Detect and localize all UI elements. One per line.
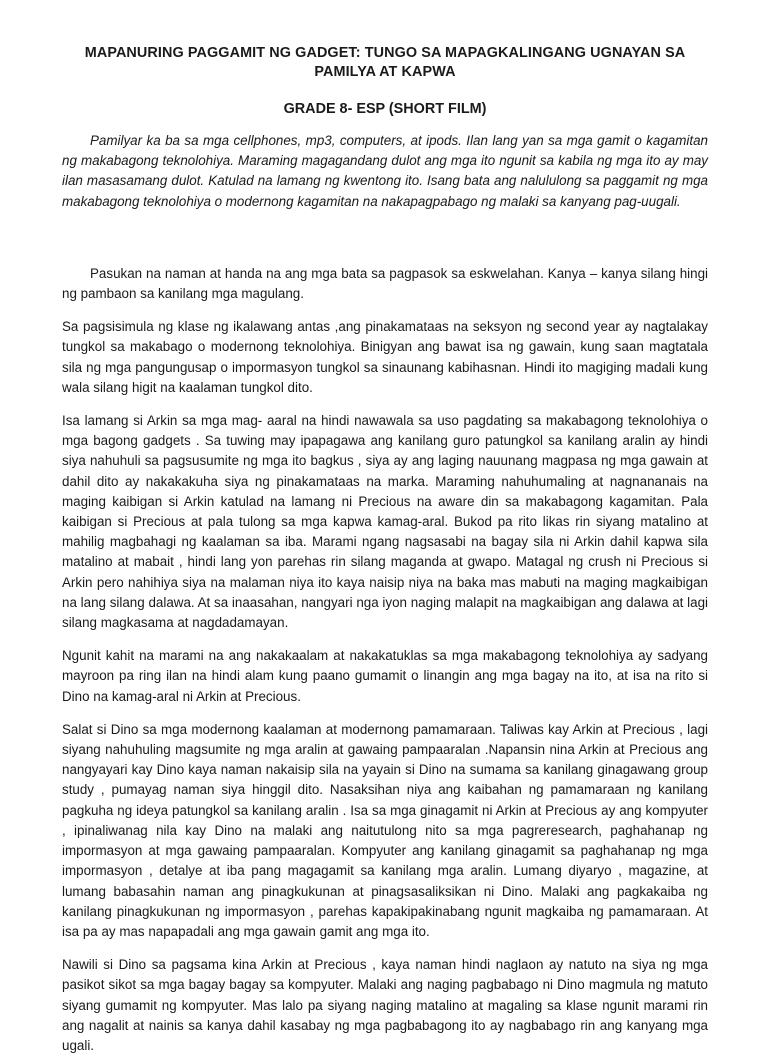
body-paragraph: Sa pagsisimula ng klase ng ikalawang antas ,ang pinakamataas na seksyon ng second year ay nagtalakay tungkol sa makabago o modernong teknolohiya. Binigyan ang bawat isa ng gawain, kung saan magtatala sila ng mga pangungusap o impormasyon tungkol sa sinaunang kabihasnan. Hindi ito magiging madali kung wala silang higit na kaalaman tungkol dito.	[62, 319, 708, 395]
body-paragraph: Isa lamang si Arkin sa mga mag- aaral na hindi nawawala sa uso pagdating sa makabagong teknolohiya o mga bagong gadgets . Sa tuwing may ipapagawa ang kanilang guro patungkol sa kanilang aralin ay hindi siya nahuhuli sa pagsusumite ng mga ito bagkus , siya ay ang laging nauunang magpasa ng mga gawain at dahil dito ay nakakakuha siya ng pinakamataas na marka. Maraming nahuhumaling at nagnananais na maging kaibigan si Arkin katulad na lamang ni Precious na aware din sa makabagong kagamitan. Pala kaibigan si Precious at pala tulong sa mga kapwa kamag-aral. Bukod pa rito likas rin siyang matalino at mahilig magbahagi ng kaalaman sa iba. Marami ngang nagsasabi na bagay sila ni Arkin dahil kapwa sila matalino at mabait , hindi lang yon parehas rin silang maganda at gwapo. Matagal ng crush ni Precious si Arkin pero nahihiya siya na malaman niya ito kaya naisip niya na baka mas mabuti na maging magkaibigan na lang silang dalawa. At sa inaasahan, nangyari nga iyon naging malapit na magkaibigan ang dalawa at lagi silang magkasama at nagdadamayan.	[62, 413, 708, 631]
document-page	[62, 44, 708, 1056]
body-paragraph: Salat si Dino sa mga modernong kaalaman at modernong pamamaraan. Taliwas kay Arkin at Precious , lagi siyang nahuhuling magsumite ng mga aralin at gawaing pampaaralan .Napansin nina Arkin at Precious ang nangyayari kay Dino kaya naman nakaisip sila na yayain si Dino na sumama sa kanilang ginagawang group study , pumayag naman siya hinggil dito. Nasaksihan niya ang kaibahan ng pamamaraan ng kanilang pagkuha ng ideya patungkol sa kanilang aralin . Isa sa mga ginagamit ni Arkin at Precious ay ang kompyuter , ipinaliwanag nila kay Dino na malaki ang naitutulong nito sa mga pagreresearch, paghahanap ng impormasyon at mga gawaing pampaaralan. Kompyuter ang kanilang ginagamit sa paghahanap ng mga impormasyon , detalye at iba pang magagamit sa kanilang mga aralin. Lumang diyaryo , magazine, at lumang babasahin naman ang pinagkukunan at pinagsasaliksikan ni Dino. Malaki ang pagkakaiba ng kanilang pinagkukunan ng impormasyon , parehas kapakipakinabang ngunit magkaiba ng pamamaraan. At isa pa ay mas napapadali ang mga gawain gamit ang mga ito.	[62, 721, 708, 939]
body-paragraph: Pasukan na naman at handa na ang mga bata sa pagpasok sa eskwelahan. Kanya – kanya silang hingi ng pambaon sa kanilang mga magulang.	[62, 265, 708, 302]
intro-paragraph: Pamilyar ka ba sa mga cellphones, mp3, computers, at ipods. Ilan lang yan sa mga gamit o kagamitan ng makabagong teknolohiya. Maraming magagandang dulot ang mga ito ngunit sa kabila ng mga ito ay may ilan masasamang dulot. Katulad na lamang ng kwentong ito. Isang bata ang nalululong sa paggamit ng mga makabagong teknolohiya o modernong kagamitan na nakapagpabago ng malaki sa kanyang pag-uugali.	[62, 133, 708, 209]
body-paragraph: Nawili si Dino sa pagsama kina Arkin at Precious , kaya naman hindi naglaon ay natuto na siya ng mga pasikot sikot sa mga bagay bagay sa kompyuter. Malaki ang naging pagbabago ni Dino magmula ng matuto siyang gumamit ng kompyuter. Mas lalo pa siyang naging matalino at magaling sa klase ngunit marami rin ang nagalit at nainis sa kanya dahil kasabay ng mga pagbabagong ito ay nagbabago rin ang kanyang mga ugali.	[62, 957, 708, 1053]
body-paragraph: Ngunit kahit na marami na ang nakakaalam at nakakatuklas sa mga makabagong teknolohiya ay sadyang mayroon pa ring ilan na hindi alam kung paano gumamit o linangin ang mga bagay na ito, at isa na rito si Dino na kamag-aral ni Arkin at Precious.	[62, 648, 708, 704]
document-title: MAPANURING PAGGAMIT NG GADGET: TUNGO SA MAPAGKALINGANG UGNAYAN SA PAMILYA AT KAPWA	[84, 45, 686, 80]
document-subtitle: GRADE 8- ESP (SHORT FILM)	[283, 101, 487, 117]
